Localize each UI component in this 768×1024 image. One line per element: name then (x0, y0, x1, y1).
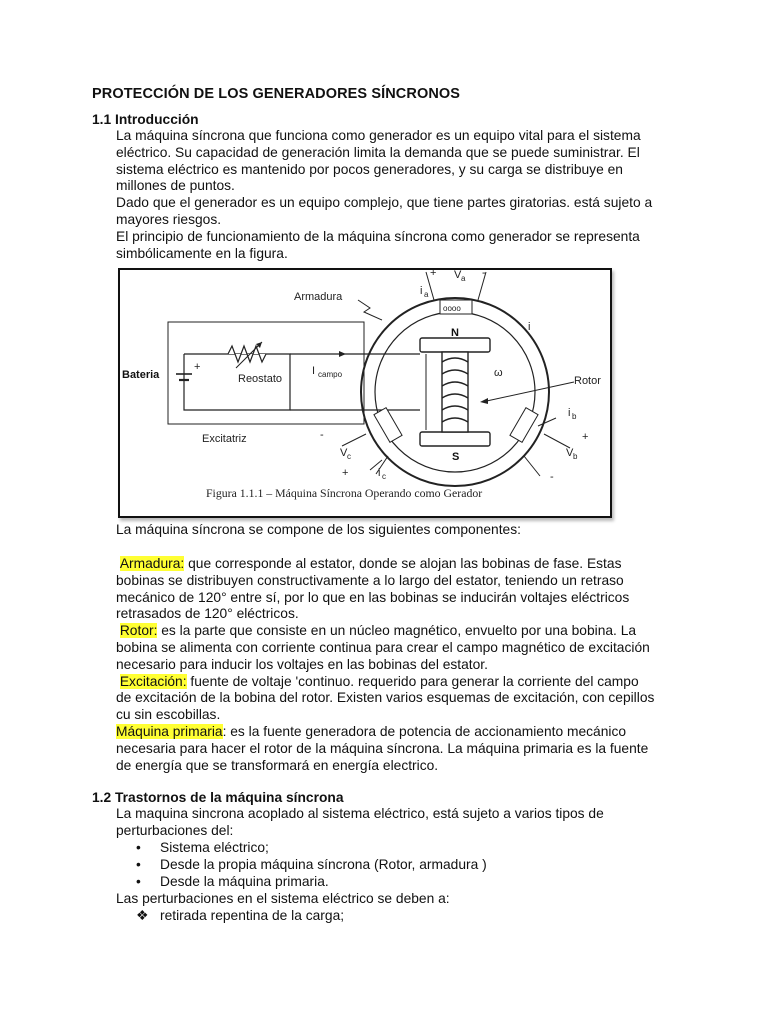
text-span: que corresponde al estator, donde se alojan las bobinas de fase. Estas (184, 556, 622, 571)
text-line: mecánico de 120° entre sí, por lo que en las bobinas se inducirán voltajes eléctricos (116, 589, 630, 605)
bullet-icon: • (136, 874, 141, 889)
armature-coil-c (374, 408, 402, 443)
generator-diagram (120, 270, 610, 516)
label-rotor: Rotor (574, 375, 601, 387)
phase-b-lead (524, 456, 540, 476)
label-ia-sub: a (424, 290, 429, 299)
perturbaciones-paragraph (116, 891, 686, 908)
text-line: necesario para inducir los voltajes en las bobinas del estator. (116, 656, 488, 672)
label-vb-sub: b (573, 452, 578, 461)
text-span: : es la fuente generadora de potencia de accionamiento mecánico (222, 723, 627, 739)
label-ic-sub: c (382, 472, 386, 481)
label-ib: i (568, 407, 571, 419)
diamond-bullet-icon: ❖ (136, 908, 149, 923)
text-line: perturbaciones del: (116, 822, 234, 838)
label-va-sub: a (461, 274, 466, 283)
list-item (136, 840, 269, 857)
text-line: La máquina síncrona se compone de los siguientes componentes: (116, 522, 521, 537)
text-line: de excitación de la bobina del rotor. Existen varios esquemas de excitación, con cepillos (116, 690, 655, 706)
label-armadura: Armadura (294, 291, 343, 303)
list-item (136, 874, 329, 891)
label-va: V (454, 270, 462, 281)
section-heading-trastornos: 1.2 Trastornos de la máquina síncrona (92, 790, 344, 805)
text-line: millones de puntos. (116, 178, 235, 194)
phase-b-lead (544, 434, 570, 448)
text-line: cu sin escobillas. (116, 707, 221, 723)
label-vc-plus: + (342, 467, 349, 479)
label-excitatriz: Excitatriz (202, 433, 247, 445)
figure-caption: Figura 1.1.1 – Máquina Síncrona Operando como Gerador (206, 486, 483, 500)
label-vb-plus: + (582, 431, 589, 443)
label-ib-sub: b (572, 412, 577, 421)
label-vb-minus: - (550, 471, 554, 483)
coil-winding: oooo (443, 304, 461, 313)
label-reostato: Reostato (238, 373, 283, 385)
components-list (116, 556, 686, 774)
text-line: simbólicamente en la figura. (116, 245, 288, 261)
label-bateria: Bateria (122, 369, 160, 381)
text-line: Dado que el generador es un equipo complejo, que tiene partes giratorias. está sujeto a (116, 195, 653, 211)
term-rotor: Rotor: (119, 623, 158, 639)
page-title: PROTECCIÓN DE LOS GENERADORES SÍNCRONOS (92, 86, 461, 102)
text-line: bobina se alimenta con corriente continua para crear el campo magnético de excitación (116, 639, 650, 655)
rotor-pointer-head (480, 398, 488, 404)
text-line: bobinas se distribuyen constructivamente a lo largo del estator, teniendo un retraso (116, 572, 624, 588)
trastornos-paragraph (116, 806, 686, 840)
list-item-text: Desde la propia máquina síncrona (Rotor, armadura ) (160, 857, 487, 872)
text-span: fuente de voltaje 'continuo. requerido para generar la corriente del campo (186, 673, 639, 689)
text-span: es la parte que consiste en un núcleo magnético, envuelto por una bobina. La (157, 623, 637, 639)
text-line: La maquina sincrona acoplado al sistema eléctrico, está sujeto a varios tipos de (116, 806, 604, 821)
rotor-pole-n (420, 338, 490, 352)
intro-paragraph (116, 128, 686, 262)
list-item (136, 857, 487, 874)
text-line: necesaria para hacer el rotor de la máquina síncrona. La máquina primaria es la fuente (116, 740, 649, 756)
text-line: eléctrico. Su capacidad de generación limita la demanda que se puede suministrar. El (116, 144, 640, 160)
label-i-campo: I (312, 365, 316, 377)
list-item-text: Sistema eléctrico; (160, 840, 269, 855)
list-item-text: Desde la máquina primaria. (160, 874, 329, 889)
label-pole-n: N (451, 327, 459, 339)
section-heading-introduccion: 1.1 Introducción (92, 112, 199, 127)
text-line: de energía que se transformará en energía electrico. (116, 757, 439, 773)
components-intro (116, 522, 686, 539)
rotor-pole-s (420, 432, 490, 446)
armature-coil-b (510, 408, 538, 443)
term-armadura: Armadura: (119, 556, 185, 571)
maquina-primaria-line (116, 724, 686, 741)
text-line: Las perturbaciones en el sistema eléctrico se deben a: (116, 891, 450, 906)
label-va-plus: + (430, 270, 437, 279)
label-i-campo-sub: campo (318, 370, 343, 379)
label-battery-plus: + (194, 361, 201, 373)
term-excitacion: Excitación: (119, 673, 187, 689)
generator-figure (118, 268, 612, 518)
text-line: El principio de funcionamiento de la máquina síncrona como generador se representa (116, 228, 640, 244)
label-pole-s: S (452, 451, 460, 463)
rotor-pointer (482, 382, 574, 402)
excitacion-line (116, 674, 686, 691)
term-maquina-primaria: Máquina primaria (116, 723, 223, 739)
armadura-pointer (358, 300, 382, 320)
rheostat-resistor (228, 346, 266, 362)
label-va-minus: - (482, 270, 486, 279)
label-ia: i (420, 285, 423, 297)
text-line: sistema eléctrico es mantenido por pocos generadores, y su carga se distribuye en (116, 161, 623, 177)
rotor-line (116, 623, 686, 640)
label-vb: V (566, 447, 574, 459)
text-line: mayores riesgos. (116, 211, 222, 227)
label-vc-minus: - (320, 429, 324, 441)
phase-c-lead (342, 434, 366, 446)
text-line: La máquina síncrona que funciona como generador es un equipo vital para el sistema (116, 128, 641, 143)
label-vc: V (340, 447, 348, 459)
label-omega: ω (494, 367, 503, 379)
label-i-small: i (528, 321, 531, 333)
bullet-icon: • (136, 840, 141, 855)
list-item (136, 908, 344, 925)
list-item-text: retirada repentina de la carga; (160, 908, 345, 923)
ib-arrow (538, 418, 556, 426)
armadura-line (116, 556, 686, 573)
text-line: retrasados de 120° eléctricos. (116, 606, 299, 622)
bullet-icon: • (136, 857, 141, 872)
label-ic: i (378, 467, 381, 479)
label-vc-sub: c (347, 452, 351, 461)
